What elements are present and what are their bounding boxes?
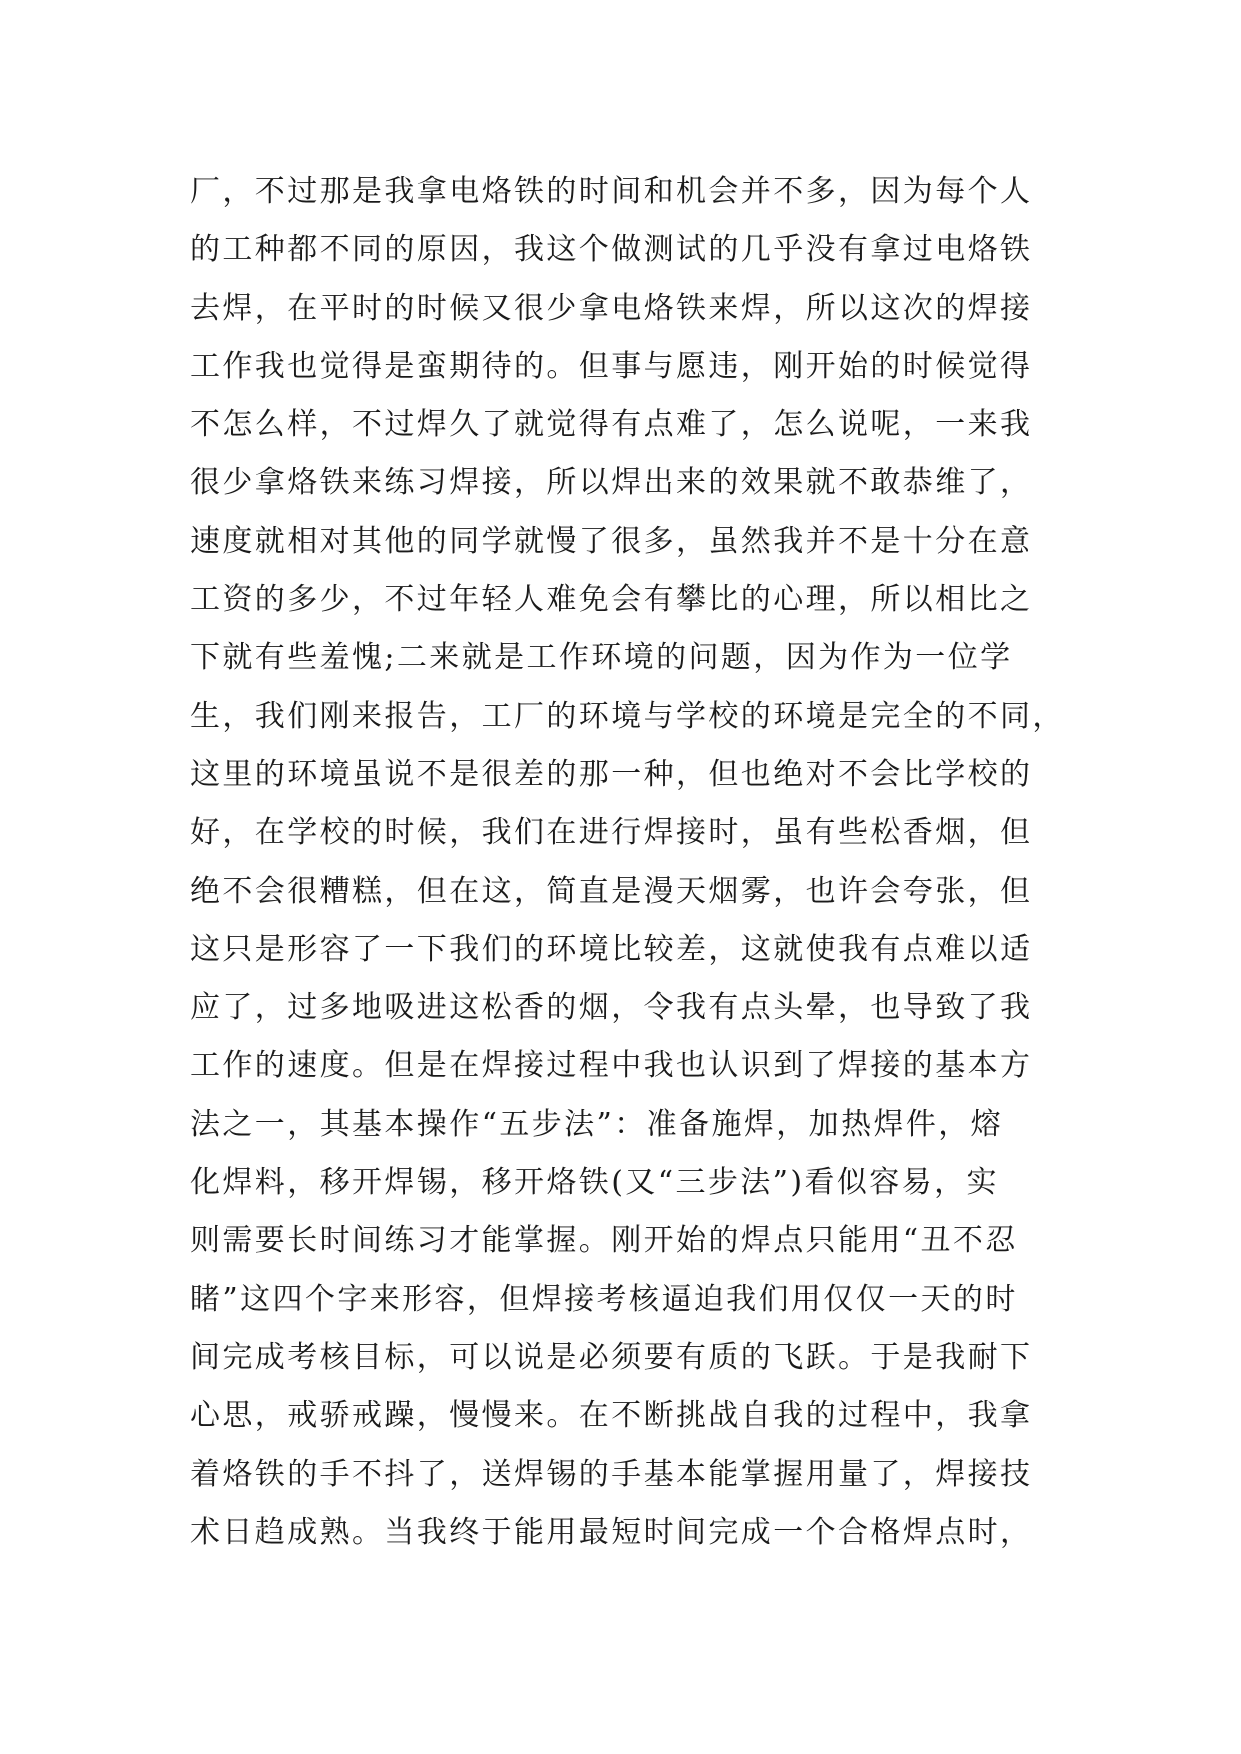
text-line-6: 很少拿烙铁来练习焊接，所以焊出来的效果就不敢恭维了， — [190, 465, 1033, 501]
text-line-19: 则需要长时间练习才能掌握。刚开始的焊点只能用“丑不忍 — [190, 1223, 1018, 1259]
text-line-12: 好，在学校的时候，我们在进行焊接时，虽有些松香烟，但 — [190, 815, 1033, 851]
text-line-22: 心思，戒骄戒躁，慢慢来。在不断挑战自我的过程中，我拿 — [190, 1398, 1033, 1434]
text-line-11: 这里的环境虽说不是很差的那一种，但也绝对不会比学校的 — [190, 756, 1033, 792]
text-line-15: 应了，过多地吸进这松香的烟，令我有点头晕，也导致了我 — [190, 990, 1033, 1026]
text-line-5: 不怎么样，不过焊久了就觉得有点难了，怎么说呢，一来我 — [190, 407, 1033, 443]
text-line-23: 着烙铁的手不抖了，送焊锡的手基本能掌握用量了，焊接技 — [190, 1456, 1033, 1492]
text-line-24: 术日趋成熟。当我终于能用最短时间完成一个合格焊点时， — [190, 1514, 1033, 1550]
text-line-7: 速度就相对其他的同学就慢了很多，虽然我并不是十分在意 — [190, 523, 1033, 559]
text-line-10: 生，我们刚来报告，工厂的环境与学校的环境是完全的不同， — [190, 698, 1065, 734]
text-line-3: 去焊，在平时的时候又很少拿电烙铁来焊，所以这次的焊接 — [190, 290, 1033, 326]
text-line-16: 工作的速度。但是在焊接过程中我也认识到了焊接的基本方 — [190, 1048, 1033, 1084]
text-line-4: 工作我也觉得是蛮期待的。但事与愿违，刚开始的时候觉得 — [190, 348, 1033, 384]
text-line-9: 下就有些羞愧;二来就是工作环境的问题，因为作为一位学 — [190, 640, 1013, 676]
text-line-14: 这只是形容了一下我们的环境比较差，这就使我有点难以适 — [190, 931, 1033, 967]
text-line-1: 厂，不过那是我拿电烙铁的时间和机会并不多，因为每个人 — [190, 174, 1033, 209]
text-line-20: 睹”这四个字来形容，但焊接考核逼迫我们用仅仅一天的时 — [190, 1281, 1018, 1317]
text-line-21: 间完成考核目标，可以说是必须要有质的飞跃。于是我耐下 — [190, 1339, 1033, 1375]
text-line-8: 工资的多少，不过年轻人难免会有攀比的心理，所以相比之 — [190, 582, 1033, 618]
text-line-2: 的工种都不同的原因，我这个做测试的几乎没有拿过电烙铁 — [190, 232, 1033, 268]
text-line-17: 法之一，其基本操作“五步法”：准备施焊，加热焊件，熔 — [190, 1106, 1004, 1142]
text-line-18: 化焊料，移开焊锡，移开烙铁(又“三步法”)看似容易，实 — [190, 1165, 999, 1201]
text-line-13: 绝不会很糟糕，但在这，简直是漫天烟雾，也许会夸张，但 — [190, 873, 1033, 909]
body-text — [190, 163, 1070, 1562]
